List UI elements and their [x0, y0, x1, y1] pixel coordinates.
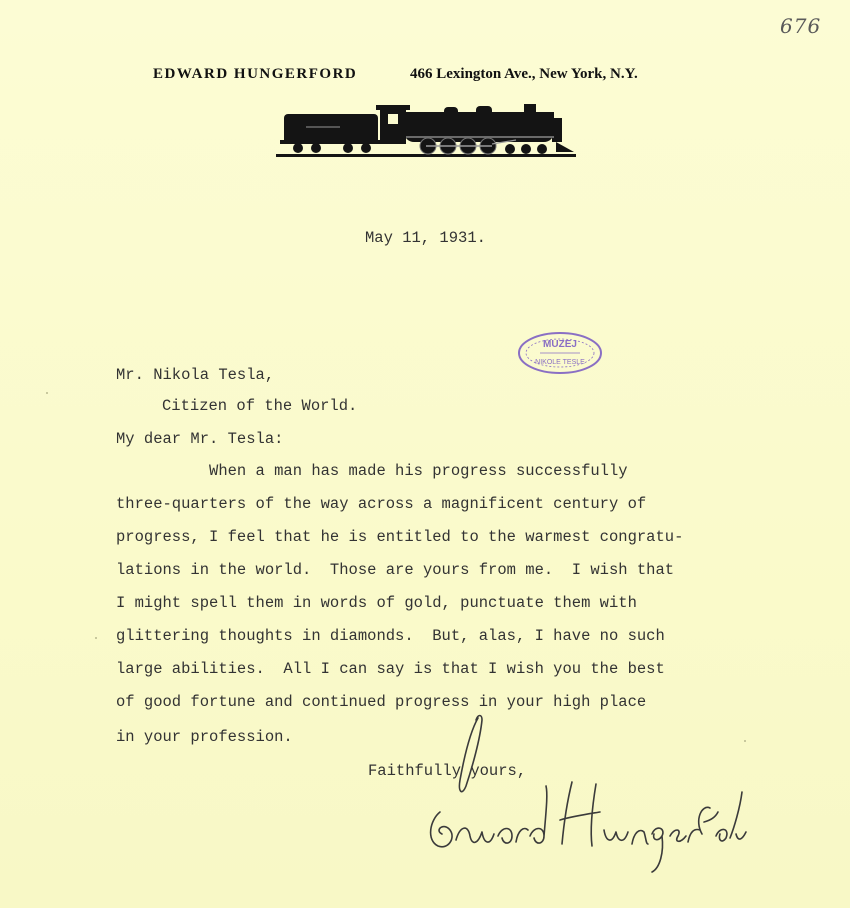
recipient-name: Mr. Nikola Tesla,	[116, 366, 275, 384]
body-line: progress, I feel that he is entitled to the warmest congratu-	[116, 528, 684, 546]
body-line: I might spell them in words of gold, punctuate them with	[116, 594, 637, 612]
paper-speck	[46, 392, 48, 394]
paper-speck	[744, 740, 746, 742]
salutation: My dear Mr. Tesla:	[116, 430, 284, 448]
paper-speck	[95, 637, 97, 639]
body-line: When a man has made his progress successfully	[116, 462, 628, 480]
body-line: in your profession.	[116, 728, 293, 746]
letterhead-address: 466 Lexington Ave., New York, N.Y.	[410, 66, 638, 82]
body-line: of good fortune and continued progress in your high place	[116, 693, 647, 711]
archive-number: 676	[780, 14, 822, 38]
letterhead	[0, 66, 850, 90]
stamp-bottom-text: NIKOLE TESLE	[535, 359, 585, 366]
body-line: large abilities. All I can say is that I wish you the best	[116, 660, 665, 678]
locomotive-logo	[276, 100, 576, 160]
body-line: glittering thoughts in diamonds. But, alas, I have no such	[116, 627, 665, 645]
handwritten-signature	[420, 712, 750, 882]
letter-date: May 11, 1931.	[365, 229, 486, 247]
stamp-top-text: MUZEJ	[543, 339, 577, 350]
body-line: three-quarters of the way across a magnificent century of	[116, 495, 647, 513]
body-line: lations in the world. Those are yours from me. I wish that	[116, 561, 675, 579]
letterhead-name: EDWARD HUNGERFORD	[153, 66, 358, 82]
museum-stamp	[516, 330, 604, 376]
recipient-title: Citizen of the World.	[162, 397, 358, 415]
letter-closing: Faithfully yours,	[368, 762, 527, 780]
